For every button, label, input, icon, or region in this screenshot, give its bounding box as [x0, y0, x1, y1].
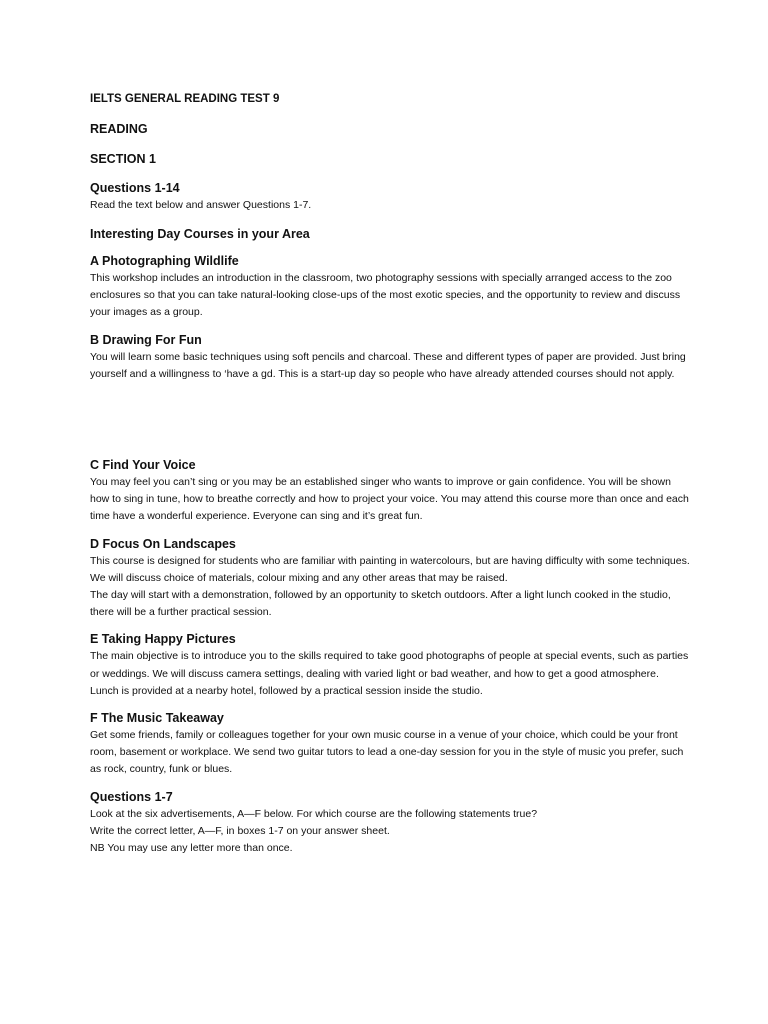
course-title: B Drawing For Fun: [90, 332, 202, 347]
instruction-line: Look at the six advertisements, A—F below. For which course are the following statements true?: [90, 807, 538, 820]
course-description-continued: The day will start with a demonstration, followed by an opportunity to sketch outdoors. After a light lunch cooked in the studio, there will be a further practical session.: [90, 589, 671, 619]
blank-space: [90, 394, 690, 458]
instruction-text: Read the text below and answer Questions 1-7.: [90, 199, 312, 211]
course-d: [90, 537, 690, 622]
course-description: You may feel you can’t sing or you may be an established singer who wants to improve or gain confidence. You will be shown how to sing in tune, how to breathe correctly and how to project your voice. You may attend this course more than once and each time have a wonderful experience. Everyone can sing and it’s great fun.: [90, 476, 689, 523]
course-description: This course is designed for students who are familiar with painting in watercolours, but are having difficulty with some techniques. We will discuss choice of materials, colour mixing and any other areas that may be raised.: [90, 554, 690, 584]
course-title: D Focus On Landscapes: [90, 536, 236, 551]
course-a: [90, 254, 690, 322]
course-description: The main objective is to introduce you to the skills required to take good photographs of people at special events, such as parties or weddings. We will discuss camera settings, dealing with varied light or bad weather, and how to get a good atmosphere. Lunch is provided at a nearby hotel, followed by a practical session inside the studio.: [90, 650, 689, 697]
course-title: E Taking Happy Pictures: [90, 632, 236, 647]
document-body: [90, 93, 690, 868]
course-title: A Photographing Wildlife: [90, 254, 239, 268]
section-heading: SECTION 1: [90, 152, 156, 166]
questions-header: Questions 1-7: [90, 789, 173, 804]
main-heading: Interesting Day Courses in your Area: [90, 227, 310, 241]
instruction-line: NB You may use any letter more than once.: [90, 842, 293, 855]
course-b: [90, 333, 690, 383]
question-instructions: [90, 806, 690, 858]
course-e: [90, 632, 690, 700]
reading-heading: READING: [90, 122, 148, 136]
course-description: You will learn some basic techniques using soft pencils and charcoal. These and different types of paper are provided. Just bring yourself and a willingness to ‘have a gd. This is a start-up day so people who have already attended courses should not apply.: [90, 350, 686, 380]
course-title: C Find Your Voice: [90, 458, 196, 473]
course-f: [90, 711, 690, 779]
course-c: [90, 458, 690, 526]
course-description: This workshop includes an introduction in the classroom, two photography sessions with specially arranged access to the zoo enclosures so that you can take natural-looking close-ups of the most exotic species, and the opportunity to review and discuss your images as a group.: [90, 272, 681, 319]
instruction-line: Write the correct letter, A—F, in boxes 1-7 on your answer sheet.: [90, 824, 390, 837]
questions-header: Questions 1-14: [90, 181, 180, 195]
course-title: F The Music Takeaway: [90, 711, 224, 726]
test-title: IELTS GENERAL READING TEST 9: [90, 93, 280, 105]
questions-1-7: [90, 790, 690, 858]
course-description: Get some friends, family or colleagues together for your own music course in a venue of your choice, which could be your front room, basement or workplace. We send two guitar tutors to lead a one-day session for you in the style of music you prefer, such as rock, country, funk or blues.: [90, 729, 684, 776]
